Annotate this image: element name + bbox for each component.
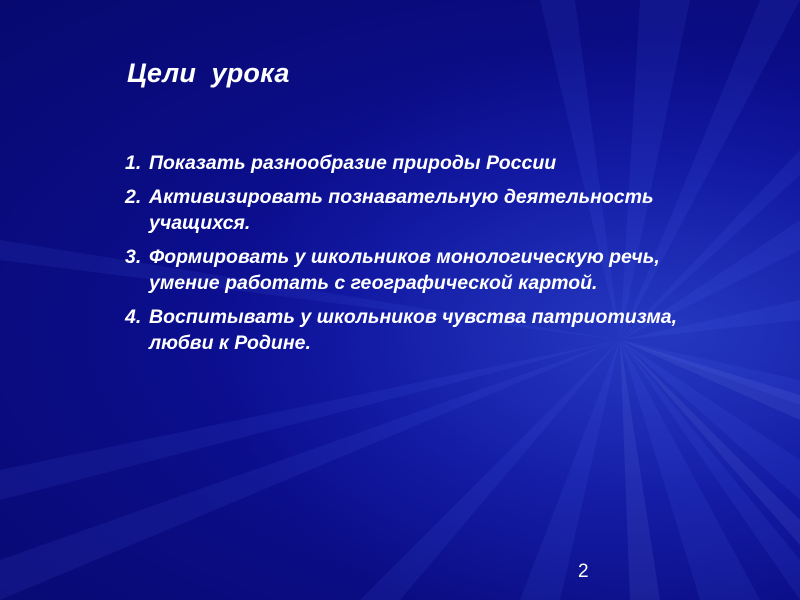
list-item-number: 4. <box>125 306 142 328</box>
slide-title: Цели урока <box>127 58 290 88</box>
list-item-text: Воспитывать у школьников чувства патриотизма, любви к Родине. <box>149 306 683 354</box>
list-item <box>125 150 685 176</box>
list-item-text: Активизировать познавательную деятельность учащихся. <box>149 186 665 234</box>
list-item-text: Показать разнообразие природы России <box>149 152 557 174</box>
slide-page-number: 2 <box>578 561 589 582</box>
list-item-number: 3. <box>125 246 142 268</box>
list-item <box>125 184 685 236</box>
list-item-number: 2. <box>125 186 142 208</box>
list-item-number: 1. <box>125 152 142 174</box>
list-item-text: Формировать у школьников монологическую речь, умение работать с географической картой. <box>149 246 666 294</box>
list-item <box>125 304 685 356</box>
goals-list <box>125 150 685 364</box>
list-item <box>125 244 685 296</box>
